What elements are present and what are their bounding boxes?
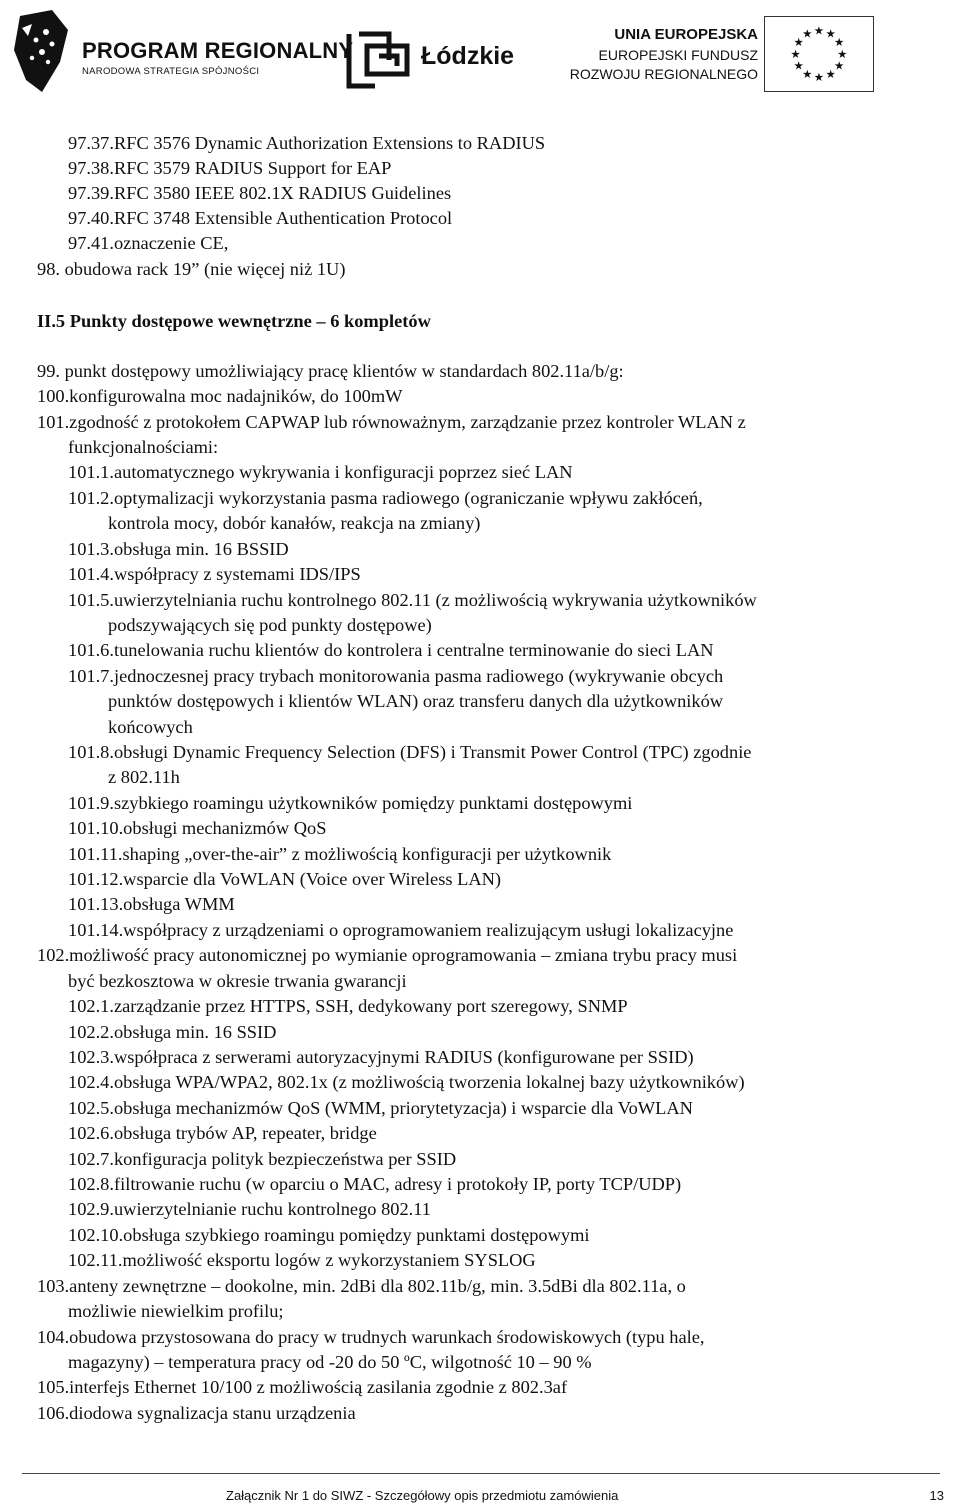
program-title: PROGRAM REGIONALNY [82,38,354,63]
list-item: 104.obudowa przystosowana do pracy w trudnych warunkach środowiskowych (typu hale, [37,1327,705,1347]
list-item: 102.11.możliwość eksportu logów z wykorzystaniem SYSLOG [68,1250,536,1270]
list-item: 97.40.RFC 3748 Extensible Authentication Protocol [68,208,453,228]
list-item: 101.4.współpracy z systemami IDS/IPS [68,564,361,584]
list-item: 101.8.obsługi Dynamic Frequency Selection (DFS) i Transmit Power Control (TPC) zgodnie [68,742,752,762]
page-number: 13 [929,1488,944,1503]
eu-star-icon: ★ [813,71,825,85]
list-item: 101.3.obsługa min. 16 BSSID [68,539,289,559]
list-item: 101.10.obsługi mechanizmów QoS [68,818,327,838]
program-subtitle: NARODOWA STRATEGIA SPÓJNOŚCI [82,66,260,77]
region-name: Łódzkie [421,42,515,70]
eu-line-3: ROZWOJU REGIONALNEGO [569,66,758,82]
eu-star-icon: ★ [837,47,848,61]
list-item-continuation: podszywających się pod punkty dostępowe) [108,615,432,635]
list-item: 101.1.automatycznego wykrywania i konfiguracji poprzez sieć LAN [68,462,573,482]
list-item: 106.diodowa sygnalizacja stanu urządzenia [37,1403,356,1423]
footer-text: Załącznik Nr 1 do SIWZ - Szczegółowy opis przedmiotu zamówienia [226,1488,619,1503]
list-item: 102.możliwość pracy autonomicznej po wymianie oprogramowania – zmiana trybu pracy musi [37,945,738,965]
list-item: 99. punkt dostępowy umożliwiający pracę klientów w standardach 802.11a/b/g: [37,361,624,381]
list-item: 102.9.uwierzytelnianie ruchu kontrolnego 802.11 [68,1199,431,1219]
list-item: 97.41.oznaczenie CE, [68,233,229,253]
list-item: 97.37.RFC 3576 Dynamic Authorization Extensions to RADIUS [68,133,546,153]
list-item: 101.11.shaping „over-the-air” z możliwością konfiguracji per użytkownik [68,844,612,864]
list-item: 101.7.jednoczesnej pracy trybach monitorowania pasma radiowego (wykrywanie obcych [68,666,724,686]
list-item: 102.1.zarządzanie przez HTTPS, SSH, dedykowany port szeregowy, SNMP [68,996,628,1016]
eu-star-icon: ★ [813,24,825,38]
page-header [0,0,960,110]
eu-flag-icon [764,16,874,92]
list-item: 101.6.tunelowania ruchu klientów do kontrolera i centralne terminowanie do sieci LAN [68,640,714,660]
lodzkie-logo [345,30,545,90]
list-item: 101.9.szybkiego roamingu użytkowników pomiędzy punktami dostępowymi [68,793,633,813]
eu-line-2: EUROPEJSKI FUNDUSZ [598,47,758,63]
list-item: 102.10.obsługa szybkiego roamingu pomiędzy punktami dostępowymi [68,1225,590,1245]
eu-logo [555,14,905,96]
list-item: 103.anteny zewnętrzne – dookolne, min. 2dBi dla 802.11b/g, min. 3.5dBi dla 802.11a, o [37,1276,686,1296]
list-item: 101.5.uwierzytelniania ruchu kontrolnego 802.11 (z możliwością wykrywania użytkowników [68,590,757,610]
footer-divider [22,1473,940,1474]
eu-star-icon: ★ [793,36,804,50]
eu-star-icon: ★ [825,27,836,41]
list-item: 101.13.obsługa WMM [68,894,235,914]
list-item: 102.6.obsługa trybów AP, repeater, bridge [68,1123,377,1143]
list-item: 102.3.współpraca z serwerami autoryzacyjnymi RADIUS (konfigurowane per SSID) [68,1047,694,1067]
list-item: 101.2.optymalizacji wykorzystania pasma radiowego (ograniczanie wpływu zakłóceń, [68,488,703,508]
eu-star-icon: ★ [834,59,845,73]
list-item-continuation: funkcjonalnościami: [68,437,219,457]
list-item-continuation: magazyny) – temperatura pracy od -20 do 50 ºC, wilgotność 10 – 90 % [68,1352,592,1372]
list-item: 102.4.obsługa WPA/WPA2, 802.1x (z możliwością tworzenia lokalnej bazy użytkowników) [68,1072,745,1092]
eu-star-icon: ★ [802,27,813,41]
list-item: 102.5.obsługa mechanizmów QoS (WMM, priorytetyzacja) i wsparcie dla VoWLAN [68,1098,693,1118]
eu-star-icon: ★ [834,36,845,50]
list-item-continuation: końcowych [108,717,193,737]
list-item: 102.2.obsługa min. 16 SSID [68,1022,277,1042]
eu-line-1: UNIA EUROPEJSKA [614,26,758,43]
list-item: 101.zgodność z protokołem CAPWAP lub równoważnym, zarządzanie przez kontroler WLAN z [37,412,746,432]
eu-star-icon: ★ [793,59,804,73]
list-item: 97.38.RFC 3579 RADIUS Support for EAP [68,158,392,178]
list-item: 105.interfejs Ethernet 10/100 z możliwością zasilania zgodnie z 802.3af [37,1377,568,1397]
list-item-continuation: kontrola mocy, dobór kanałów, reakcja na zmiany) [108,513,481,533]
list-item: 101.14.współpracy z urządzeniami o oprogramowaniem realizującym usługi lokalizacyjne [68,920,734,940]
eu-star-icon: ★ [790,47,801,61]
section-heading: II.5 Punkty dostępowe wewnętrzne – 6 kompletów [37,311,431,331]
lodzkie-emblem-icon [345,30,413,90]
list-item: 98. obudowa rack 19” (nie więcej niż 1U) [37,259,346,279]
list-item-continuation: możliwie niewielkim profilu; [68,1301,284,1321]
list-item: 97.39.RFC 3580 IEEE 802.1X RADIUS Guidelines [68,183,452,203]
list-item: 100.konfigurowalna moc nadajników, do 100mW [37,386,403,406]
eu-star-icon: ★ [825,68,836,82]
eu-star-icon: ★ [802,68,813,82]
list-item: 102.7.konfiguracja polityk bezpieczeństwa per SSID [68,1149,457,1169]
list-item-continuation: z 802.11h [108,767,180,787]
program-regionalny-emblem-icon [12,10,74,94]
list-item-continuation: punktów dostępowych i klientów WLAN) oraz transferu danych dla użytkowników [108,691,724,711]
program-regionalny-logo [12,10,354,94]
list-item: 102.8.filtrowanie ruchu (w oparciu o MAC, adresy i protokoły IP, porty TCP/UDP) [68,1174,682,1194]
list-item-continuation: być bezkosztowa w okresie trwania gwarancji [68,971,407,991]
list-item: 101.12.wsparcie dla VoWLAN (Voice over Wireless LAN) [68,869,502,889]
